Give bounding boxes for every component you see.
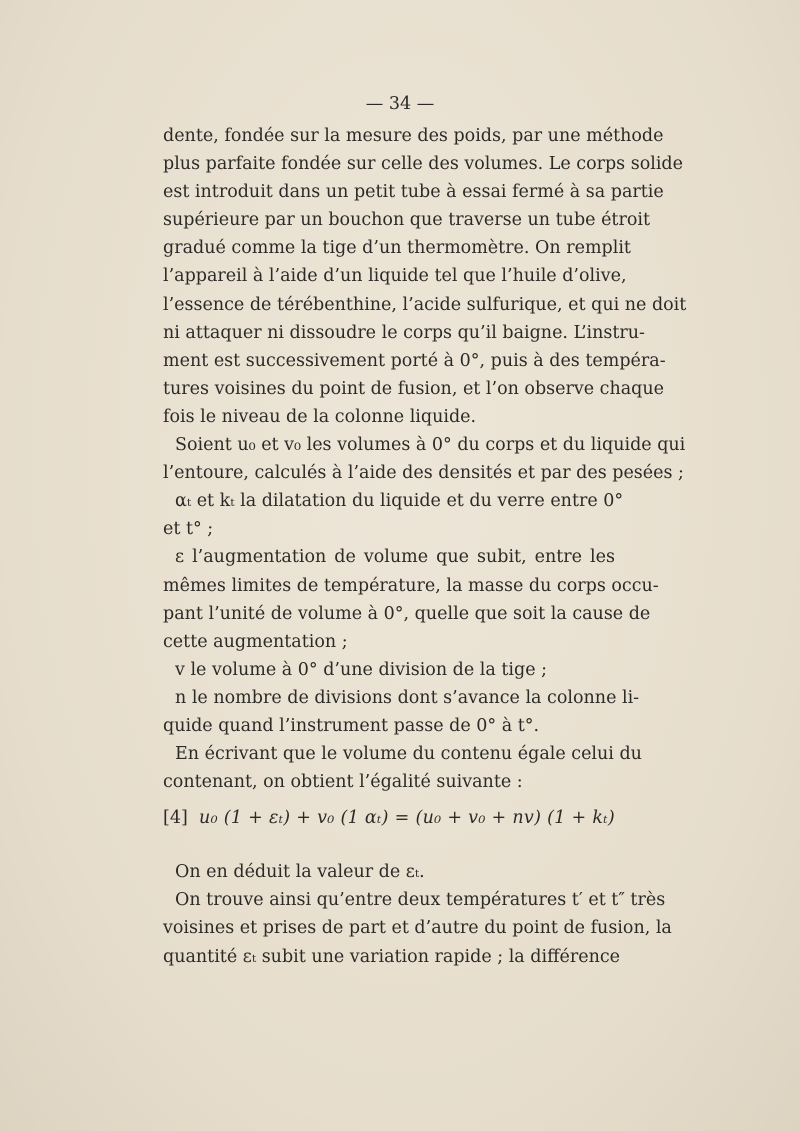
text-line: et t° ; — [163, 519, 214, 540]
definition-epsilon — [163, 543, 659, 655]
text-line: En écrivant que le volume du contenu égale celui du — [175, 744, 642, 765]
paragraph-1 — [163, 122, 687, 431]
definition-n — [163, 684, 640, 740]
definition-v — [163, 656, 615, 684]
equation-4 — [163, 804, 615, 834]
text-line: voisines et prises de part et d’autre du point de fusion, la — [163, 918, 672, 939]
text-line: ni attaquer ni dissoudre le corps qu’il baigne. L’instru- — [163, 322, 645, 343]
equation-formula: u₀ (1 + εₜ) + v₀ (1 αₜ) = (u₀ + v₀ + nv) (1 + kₜ) — [199, 808, 615, 829]
text-line: n le nombre de divisions dont s’avance la colonne li- — [175, 687, 640, 708]
body-text — [163, 122, 687, 971]
paragraph-4 — [163, 858, 615, 886]
text-line: On trouve ainsi qu’entre deux températures t′ et t″ très — [175, 890, 666, 911]
text-line: quide quand l’instrument passe de 0° à t°. — [163, 715, 540, 736]
text-line: cette augmentation ; — [163, 631, 348, 652]
text-line: tures voisines du point de fusion, et l’on observe chaque — [163, 378, 665, 399]
definition-alpha — [163, 487, 624, 543]
text-line: mêmes limites de température, la masse du corps occu- — [163, 575, 659, 596]
text-line: est introduit dans un petit tube à essai fermé à sa partie — [163, 182, 664, 203]
text-line: v le volume à 0° d’une division de la tige ; — [175, 659, 548, 680]
text-line: αₜ et kₜ la dilatation du liquide et du verre entre 0° — [175, 491, 624, 512]
text-line: fois le niveau de la colonne liquide. — [163, 406, 477, 427]
text-line: dente, fondée sur la mesure des poids, par une méthode — [163, 126, 664, 146]
text-line: quantité εₜ subit une variation rapide ; la différence — [163, 946, 621, 967]
text-line: gradué comme la tige d’un thermomètre. On remplit — [163, 238, 631, 259]
text-line: supérieure par un bouchon que traverse un tube étroit — [163, 210, 650, 231]
text-line: ment est successivement porté à 0°, puis à des tempéra- — [163, 350, 666, 371]
text-line: plus parfaite fondée sur celle des volumes. Le corps solide — [163, 154, 683, 175]
text-line: On en déduit la valeur de εₜ. — [175, 862, 425, 883]
equation-label: [4] — [163, 808, 188, 829]
text-line: Soient u₀ et v₀ les volumes à 0° du corps et du liquide qui — [175, 435, 686, 456]
text-line: contenant, on obtient l’égalité suivante : — [163, 772, 523, 793]
text-line: l’appareil à l’aide d’un liquide tel que l’huile d’olive, — [163, 266, 627, 287]
page-number: — 34 — — [365, 94, 435, 114]
paragraph-3 — [163, 740, 642, 796]
text-line: l’essence de térébenthine, l’acide sulfurique, et qui ne doit — [163, 294, 687, 315]
text-line: pant l’unité de volume à 0°, quelle que soit la cause de — [163, 603, 651, 624]
paragraph-5 — [163, 886, 672, 970]
text-line: ε l’augmentation de volume que subit, entre les — [175, 547, 615, 568]
paragraph-2 — [163, 431, 686, 487]
text-line: l’entoure, calculés à l’aide des densités et par des pesées ; — [163, 463, 684, 484]
